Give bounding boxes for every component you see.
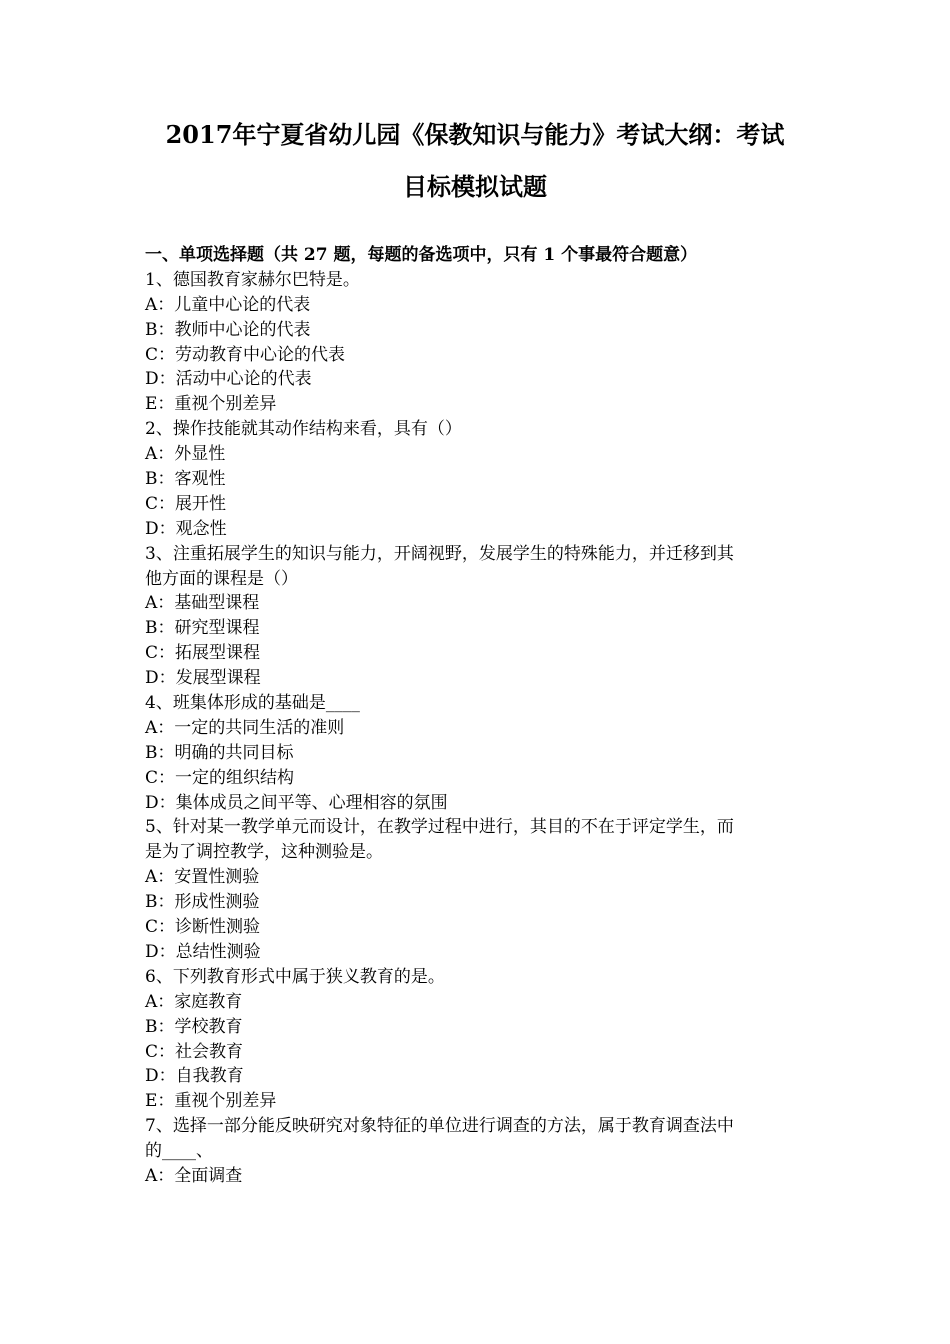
question-text: 2、操作技能就其动作结构来看，具有（）	[145, 419, 462, 440]
answer-option: A：一定的共同生活的准则	[145, 717, 345, 738]
question-text-continued: 是为了调控教学，这种测验是。	[145, 842, 383, 863]
answer-option: D：自我教育	[145, 1066, 244, 1087]
answer-option: D：观念性	[145, 518, 227, 539]
question-lines	[145, 268, 810, 1189]
answer-option: D：发展型课程	[145, 668, 261, 689]
answer-option: A：外显性	[145, 444, 226, 465]
answer-option: B：研究型课程	[145, 618, 260, 639]
answer-option: D：集体成员之间平等、心理相容的氛围	[145, 792, 448, 813]
question-text: 3、注重拓展学生的知识与能力，开阔视野，发展学生的特殊能力，并迁移到其	[145, 543, 734, 564]
answer-option: E：重视个别差异	[145, 1091, 277, 1112]
answer-option: B：学校教育	[145, 1016, 243, 1037]
answer-option: E：重视个别差异	[145, 394, 277, 415]
answer-option: C：拓展型课程	[145, 643, 261, 664]
document-body	[145, 243, 810, 1189]
answer-option: A：家庭教育	[145, 991, 243, 1012]
question-text-continued: 的____、	[145, 1141, 213, 1162]
answer-option: D：活动中心论的代表	[145, 369, 312, 390]
question-text-continued: 他方面的课程是（）	[145, 568, 298, 589]
question-text: 1、德国教育家赫尔巴特是。	[145, 269, 360, 290]
document-title-line-2: 目标模拟试题	[403, 172, 547, 201]
answer-option: B：形成性测验	[145, 892, 260, 913]
question-text: 4、班集体形成的基础是____	[145, 693, 360, 714]
question-text: 5、针对某一教学单元而设计，在教学过程中进行，其目的不在于评定学生，而	[145, 817, 734, 838]
answer-option: C：一定的组织结构	[145, 767, 295, 788]
answer-option: A：安置性测验	[145, 867, 260, 888]
question-text: 6、下列教育形式中属于狭义教育的是。	[145, 966, 445, 987]
section-heading: 一、单项选择题（共 27 题，每题的备选项中，只有 1 个事最符合题意）	[145, 245, 698, 265]
answer-option: B：教师中心论的代表	[145, 319, 311, 340]
answer-option: A：全面调查	[145, 1165, 243, 1186]
answer-option: C：劳动教育中心论的代表	[145, 344, 346, 365]
answer-option: C：展开性	[145, 493, 227, 514]
document-title-line-1: 2017年宁夏省幼儿园《保教知识与能力》考试大纲：考试	[165, 120, 785, 149]
answer-option: A：基础型课程	[145, 593, 260, 614]
answer-option: B：客观性	[145, 469, 226, 490]
answer-option: B：明确的共同目标	[145, 742, 294, 763]
answer-option: C：诊断性测验	[145, 917, 261, 938]
answer-option: A：儿童中心论的代表	[145, 294, 311, 315]
question-text: 7、选择一部分能反映研究对象特征的单位进行调查的方法，属于教育调查法中	[145, 1116, 734, 1137]
answer-option: D：总结性测验	[145, 941, 261, 962]
answer-option: C：社会教育	[145, 1041, 244, 1062]
